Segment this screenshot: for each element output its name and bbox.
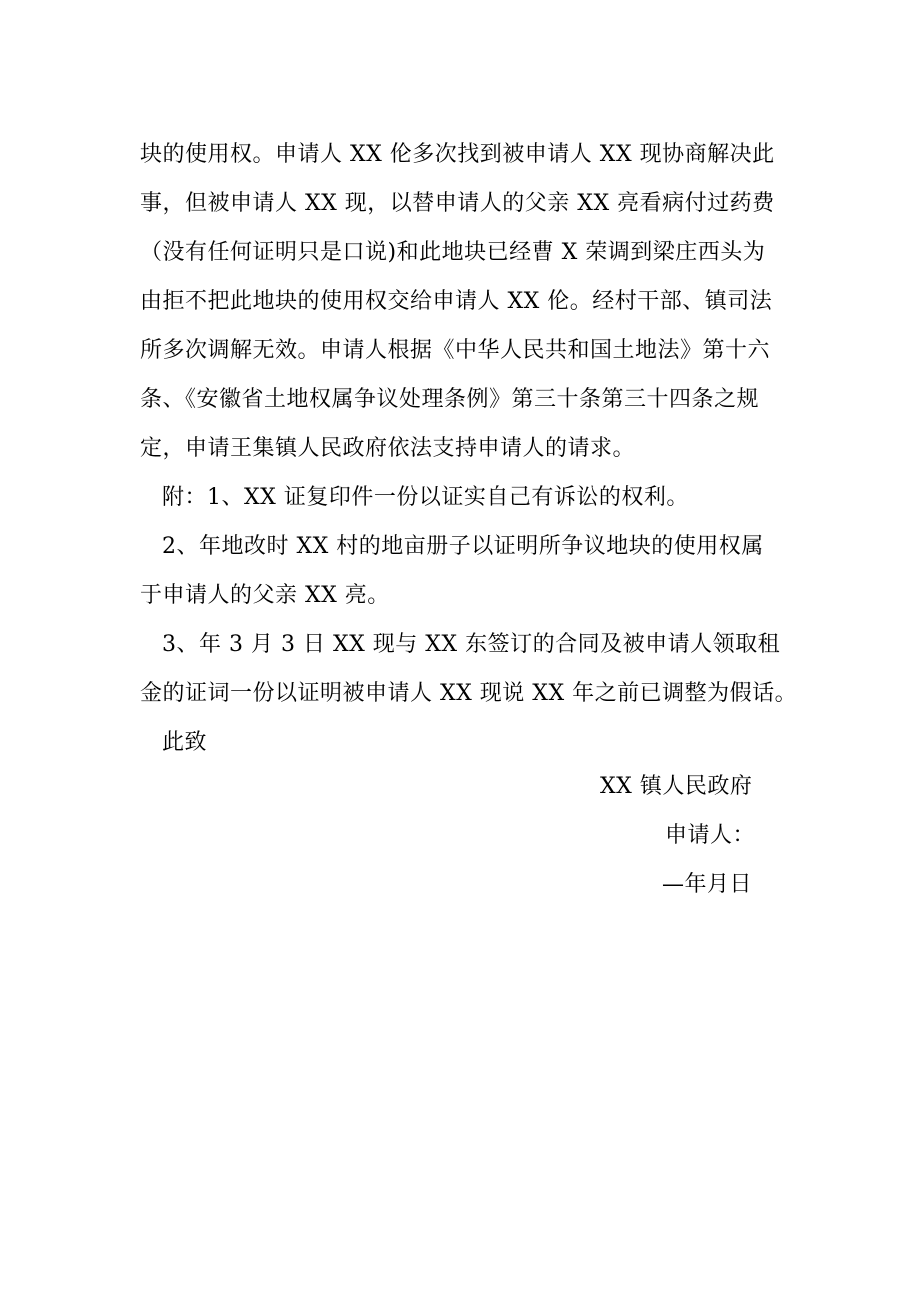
attachment-line: 3、年 3 月 3 日 XX 现与 XX 东签订的合同及被申请人领取租: [162, 632, 781, 657]
body-line: 事，但被申请人 XX 现，以替申请人的父亲 XX 亮看病付过药费: [140, 191, 775, 216]
attachment-line: 附：1、XX 证复印件一份以证实自己有诉讼的权利。: [162, 485, 689, 510]
body-line: 定，申请王集镇人民政府依法支持申请人的请求。: [140, 436, 636, 461]
body-line: （没有任何证明只是口说)和此地块已经曹 X 荣调到梁庄西头为: [140, 240, 766, 265]
attachment-line: 2、年地改时 XX 村的地亩册子以证明所争议地块的使用权属: [162, 534, 764, 559]
body-line: 块的使用权。申请人 XX 伦多次找到被申请人 XX 现协商解决此: [140, 142, 775, 167]
signature-recipient: XX 镇人民政府: [600, 774, 753, 799]
body-line: 所多次调解无效。申请人根据《中华人民共和国土地法》第十六: [140, 338, 771, 363]
signature-date: —年月日: [662, 872, 753, 897]
signature-applicant: 申请人：: [665, 823, 756, 848]
body-line: 条、《安徽省土地权属争议处理条例》第三十条第三十四条之规: [140, 387, 760, 412]
closing-salutation: 此致: [162, 730, 208, 755]
body-line: 由拒不把此地块的使用权交给申请人 XX 伦。经村干部、镇司法: [140, 289, 773, 314]
attachment-line: 金的证词一份以证明被申请人 XX 现说 XX 年之前已调整为假话。: [140, 681, 798, 706]
attachment-line: 于申请人的父亲 XX 亮。: [140, 583, 390, 608]
